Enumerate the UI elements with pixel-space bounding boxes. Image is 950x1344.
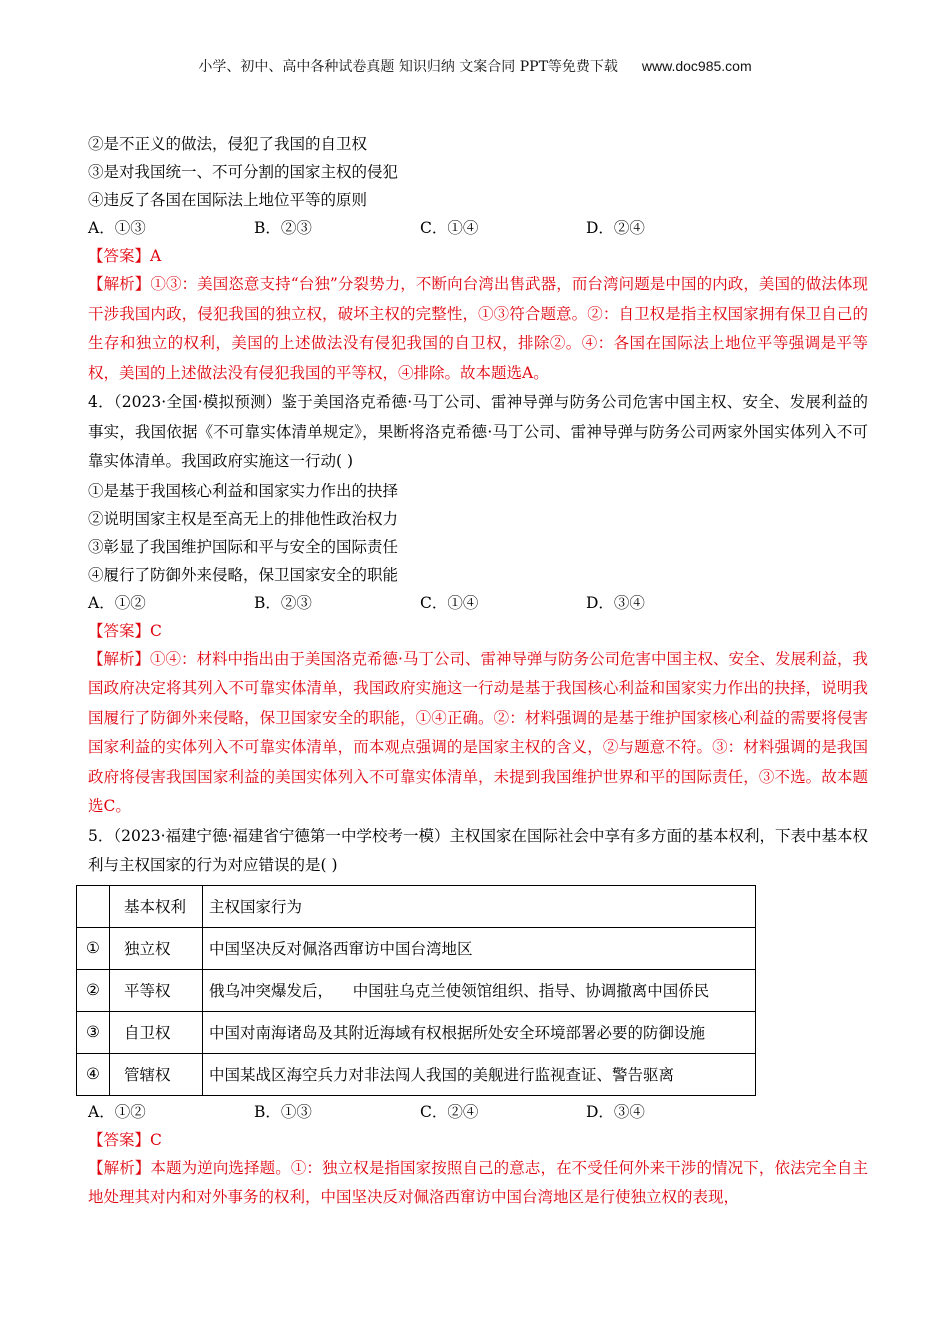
- table-cell: 俄乌冲突爆发后， 中国驻乌克兰使领馆组织、指导、协调撤离中国侨民: [203, 969, 756, 1011]
- q3-statement-3: ③是对我国统一、不可分割的国家主权的侵犯: [88, 163, 399, 181]
- table-cell: 管辖权: [110, 1053, 203, 1095]
- option-a: A．①③: [88, 219, 146, 237]
- q5-analysis: 【解析】本题为逆向选择题。①：独立权是指国家按照自己的意志，在不受任何外来干涉的情况下，依法完全自主地处理其对内和对外事务的权利，中国坚决反对佩洛西窜访中国台湾地区是行使独立权的表现，: [88, 1158, 868, 1206]
- q4-statement-2: ②说明国家主权是至高无上的排他性政治权力: [88, 509, 399, 528]
- q4-stem: 4．（2023·全国·模拟预测）鉴于美国洛克希德·马丁公司、雷神导弹与防务公司危害中国主权、安全、发展利益的事实，我国依据《不可靠实体清单规定》，果断将洛克希德·马丁公司、雷神导弹与防务公司两家外国实体列入不可靠实体清单。我国政府实施这一行动( ): [88, 393, 868, 470]
- option-b: B．①③: [254, 1102, 312, 1121]
- table-cell: 独立权: [110, 927, 203, 969]
- table-header-cell: 主权国家行为: [203, 885, 756, 927]
- q4-statement-3: ③彰显了我国维护国际和平与安全的国际责任: [88, 537, 399, 556]
- table-cell: 自卫权: [110, 1011, 203, 1053]
- table-cell: ②: [77, 969, 110, 1011]
- table-cell: ①: [77, 927, 110, 969]
- page-header: [0, 56, 950, 76]
- table-cell: 中国坚决反对佩洛西窜访中国台湾地区: [203, 927, 756, 969]
- document-body: [88, 130, 868, 1213]
- q4-statement-1: ①是基于我国核心利益和国家实力作出的抉择: [88, 481, 399, 500]
- option-c: C．②④: [420, 1102, 479, 1121]
- option-b: B．②③: [254, 593, 312, 612]
- table-row: [77, 927, 756, 969]
- table-header-row: [77, 885, 756, 927]
- option-c: C．①④: [420, 593, 479, 612]
- option-b: B．②③: [254, 219, 312, 237]
- option-c: C．①④: [420, 219, 479, 237]
- table-row: [77, 969, 756, 1011]
- q5-options: [88, 1098, 868, 1126]
- table-row: [77, 1011, 756, 1053]
- table-header-cell: 基本权利: [110, 885, 203, 927]
- q4-analysis: 【解析】①④：材料中指出由于美国洛克希德·马丁公司、雷神导弹与防务公司危害中国主权、安全、发展利益，我国政府决定将其列入不可靠实体清单，我国政府实施这一行动是基于我国核心利益和国家实力作出的抉择，说明我国履行了防御外来侵略，保卫国家安全的职能，①④正确。②：材料强调的是基于维护国家核心利益的需要将侵害国家利益的实体列入不可靠实体清单，而本观点强调的是国家主权的含义，②与题意不符。③：材料强调的是我国政府将侵害我国国家利益的美国实体列入不可靠实体清单，未提到我国维护世界和平的国际责任，③不选。故本题选C。: [88, 649, 868, 815]
- option-a: A．①②: [88, 593, 146, 612]
- q3-statement-2: ②是不正义的做法，侵犯了我国的自卫权: [88, 135, 368, 153]
- table-cell: 平等权: [110, 969, 203, 1011]
- q3-analysis: 【解析】①③：美国恣意支持“台独”分裂势力，不断向台湾出售武器，而台湾问题是中国的内政，美国的做法体现干涉我国内政，侵犯我国的独立权，破坏主权的完整性，①③符合题意。②：自卫权是指主权国家拥有保卫自己的生存和独立的权利，美国的上述做法没有侵犯我国的自卫权，排除②。④：各国在国际法上地位平等强调是平等权，美国的上述做法没有侵犯我国的平等权，④排除。故本题选A。: [88, 275, 868, 382]
- rights-table: [76, 885, 756, 1096]
- table-cell: 中国某战区海空兵力对非法闯人我国的美舰进行监视查证、警告驱离: [203, 1053, 756, 1095]
- table-header-cell: [77, 885, 110, 927]
- q5-stem: 5．（2023·福建宁德·福建省宁德第一中学校考一模）主权国家在国际社会中享有多方面的基本权利，下表中基本权利与主权国家的行为对应错误的是( ): [88, 826, 868, 874]
- q3-statement-4: ④违反了各国在国际法上地位平等的原则: [88, 191, 368, 209]
- q4-options: [88, 589, 868, 617]
- table-cell: ④: [77, 1053, 110, 1095]
- q4-statement-4: ④履行了防御外来侵略，保卫国家安全的职能: [88, 565, 399, 584]
- option-d: D．③④: [586, 1102, 645, 1121]
- header-site[interactable]: www.doc985.com: [641, 58, 752, 74]
- table-row: [77, 1053, 756, 1095]
- option-d: D．②④: [586, 219, 645, 237]
- table-cell: ③: [77, 1011, 110, 1053]
- q3-options: [88, 214, 868, 242]
- q3-answer: 【答案】A: [88, 247, 162, 265]
- option-d: D．③④: [586, 593, 645, 612]
- header-text: 小学、初中、高中各种试卷真题 知识归纳 文案合同 PPT等免费下载: [198, 59, 618, 75]
- table-cell: 中国对南海诸岛及其附近海域有权根据所处安全环境部署必要的防御设施: [203, 1011, 756, 1053]
- option-a: A．①②: [88, 1102, 146, 1121]
- q5-answer: 【答案】C: [88, 1130, 162, 1149]
- q4-answer: 【答案】C: [88, 621, 162, 640]
